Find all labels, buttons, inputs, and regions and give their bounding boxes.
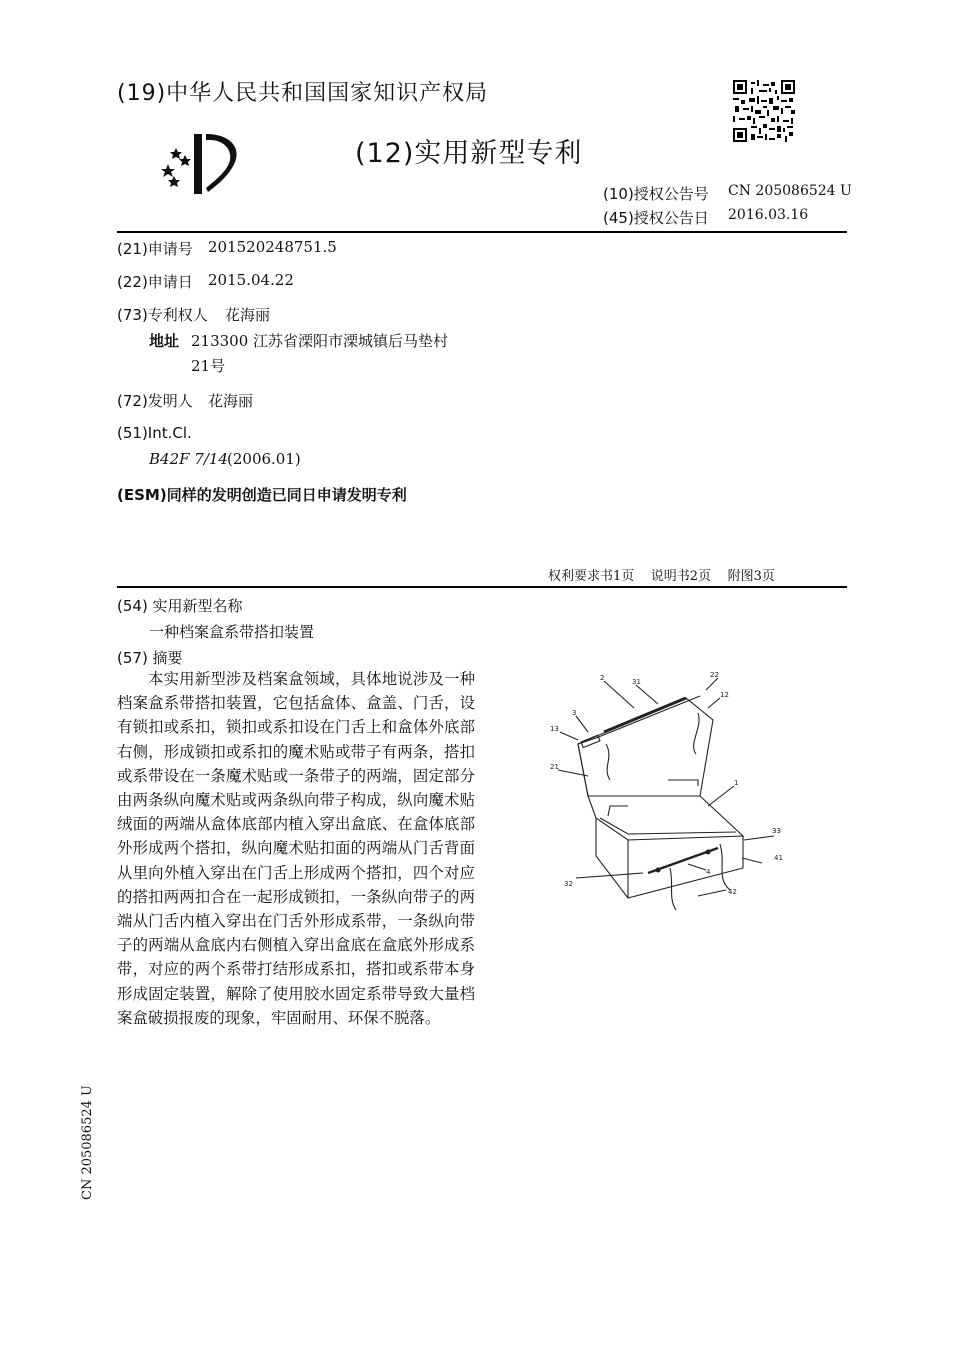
fig-label-1: 1 bbox=[734, 779, 739, 787]
abstract-text: 本实用新型涉及档案盒领域，具体地说涉及一种档案盒系带搭扣装置，它包括盒体、盒盖、门舌，设有锁扣或系扣，锁扣或系扣设在门舌上和盒体外底部右侧，形成锁扣或系扣的魔术贴或带子有两条，搭扣或系带设在一条魔术贴或一条带子的两端，固定部分由两条纵向魔术贴或两条纵向带子构成，纵向魔术贴绒面的两端从盒体底部内植入穿出盒底、在盒体底部外形成两个搭扣，纵向魔术贴扣面的两端从门舌背面从里向外植入穿出在门舌上形成两个搭扣，四个对应的搭扣两两扣合在一起形成锁扣，一条纵向带子的两端从门舌内植入穿出在门舌外形成系带，一条纵向带子的两端从盒底内右侧植入穿出盒底在盒底外形成系带，对应的两个系带打结形成系扣，搭扣或系带本身形成固定装置，解除了使用胶水固定系带导致大量档案盒破损报废的现象，牢固耐用、环保不脱落。 bbox=[117, 670, 475, 1027]
fig-label-32: 32 bbox=[564, 880, 573, 888]
intcl-class: B42F 7/14 bbox=[149, 450, 228, 468]
office-title: (19)中华人民共和国国家知识产权局 bbox=[117, 81, 489, 106]
inventor-label: (72)发明人 bbox=[117, 392, 193, 410]
fig-label-33: 33 bbox=[772, 827, 781, 835]
address-line2: 21号 bbox=[191, 357, 226, 375]
fig-label-2: 2 bbox=[600, 674, 605, 682]
fig-label-4: 4 bbox=[706, 868, 711, 876]
esm-note: (ESM)同样的发明创造已同日申请发明专利 bbox=[117, 486, 407, 504]
header-divider bbox=[117, 231, 847, 233]
patent-kind-title: (12)实用新型专利 bbox=[355, 138, 583, 169]
pub-date-label: (45)授权公告日 bbox=[603, 209, 709, 227]
app-no-value: 201520248751.5 bbox=[208, 238, 337, 256]
side-publication-code bbox=[80, 1080, 120, 1200]
intcl-version: (2006.01) bbox=[227, 450, 301, 468]
fig-label-31: 31 bbox=[632, 678, 641, 686]
fig-label-13: 13 bbox=[550, 725, 559, 733]
address-line1: 213300 江苏省溧阳市溧城镇后马垫村 bbox=[191, 332, 449, 350]
page-counts: 权利要求书1页 说明书2页 附图3页 bbox=[548, 569, 775, 584]
patentee-label: (73)专利权人 bbox=[117, 306, 208, 324]
section-divider bbox=[117, 586, 847, 588]
cnipa-logo bbox=[158, 128, 248, 198]
abstract-label: (57) 摘要 bbox=[117, 649, 183, 667]
fig-label-12: 12 bbox=[720, 691, 729, 699]
side-code-text: CN 205086524 U bbox=[80, 1085, 95, 1200]
app-date-value: 2015.04.22 bbox=[208, 271, 294, 289]
fig-label-21: 21 bbox=[550, 763, 559, 771]
patentee-value: 花海丽 bbox=[225, 306, 271, 324]
utility-name-value: 一种档案盒系带搭扣装置 bbox=[149, 623, 315, 641]
address-label: 地址 bbox=[149, 332, 180, 350]
fig-label-22: 22 bbox=[710, 671, 719, 679]
app-no-label: (21)申请号 bbox=[117, 240, 193, 258]
inventor-value: 花海丽 bbox=[208, 392, 254, 410]
patent-figure bbox=[548, 668, 798, 918]
fig-label-41: 41 bbox=[774, 854, 783, 862]
app-date-label: (22)申请日 bbox=[117, 273, 193, 291]
pub-no-value: CN 205086524 U bbox=[728, 183, 852, 199]
pub-no-label: (10)授权公告号 bbox=[603, 185, 709, 203]
qr-code bbox=[733, 80, 795, 142]
intcl-label: (51)Int.Cl. bbox=[117, 424, 192, 442]
fig-label-42: 42 bbox=[728, 888, 737, 896]
pub-date-value: 2016.03.16 bbox=[728, 207, 809, 223]
utility-name-label: (54) 实用新型名称 bbox=[117, 597, 243, 615]
fig-label-3: 3 bbox=[572, 709, 577, 717]
